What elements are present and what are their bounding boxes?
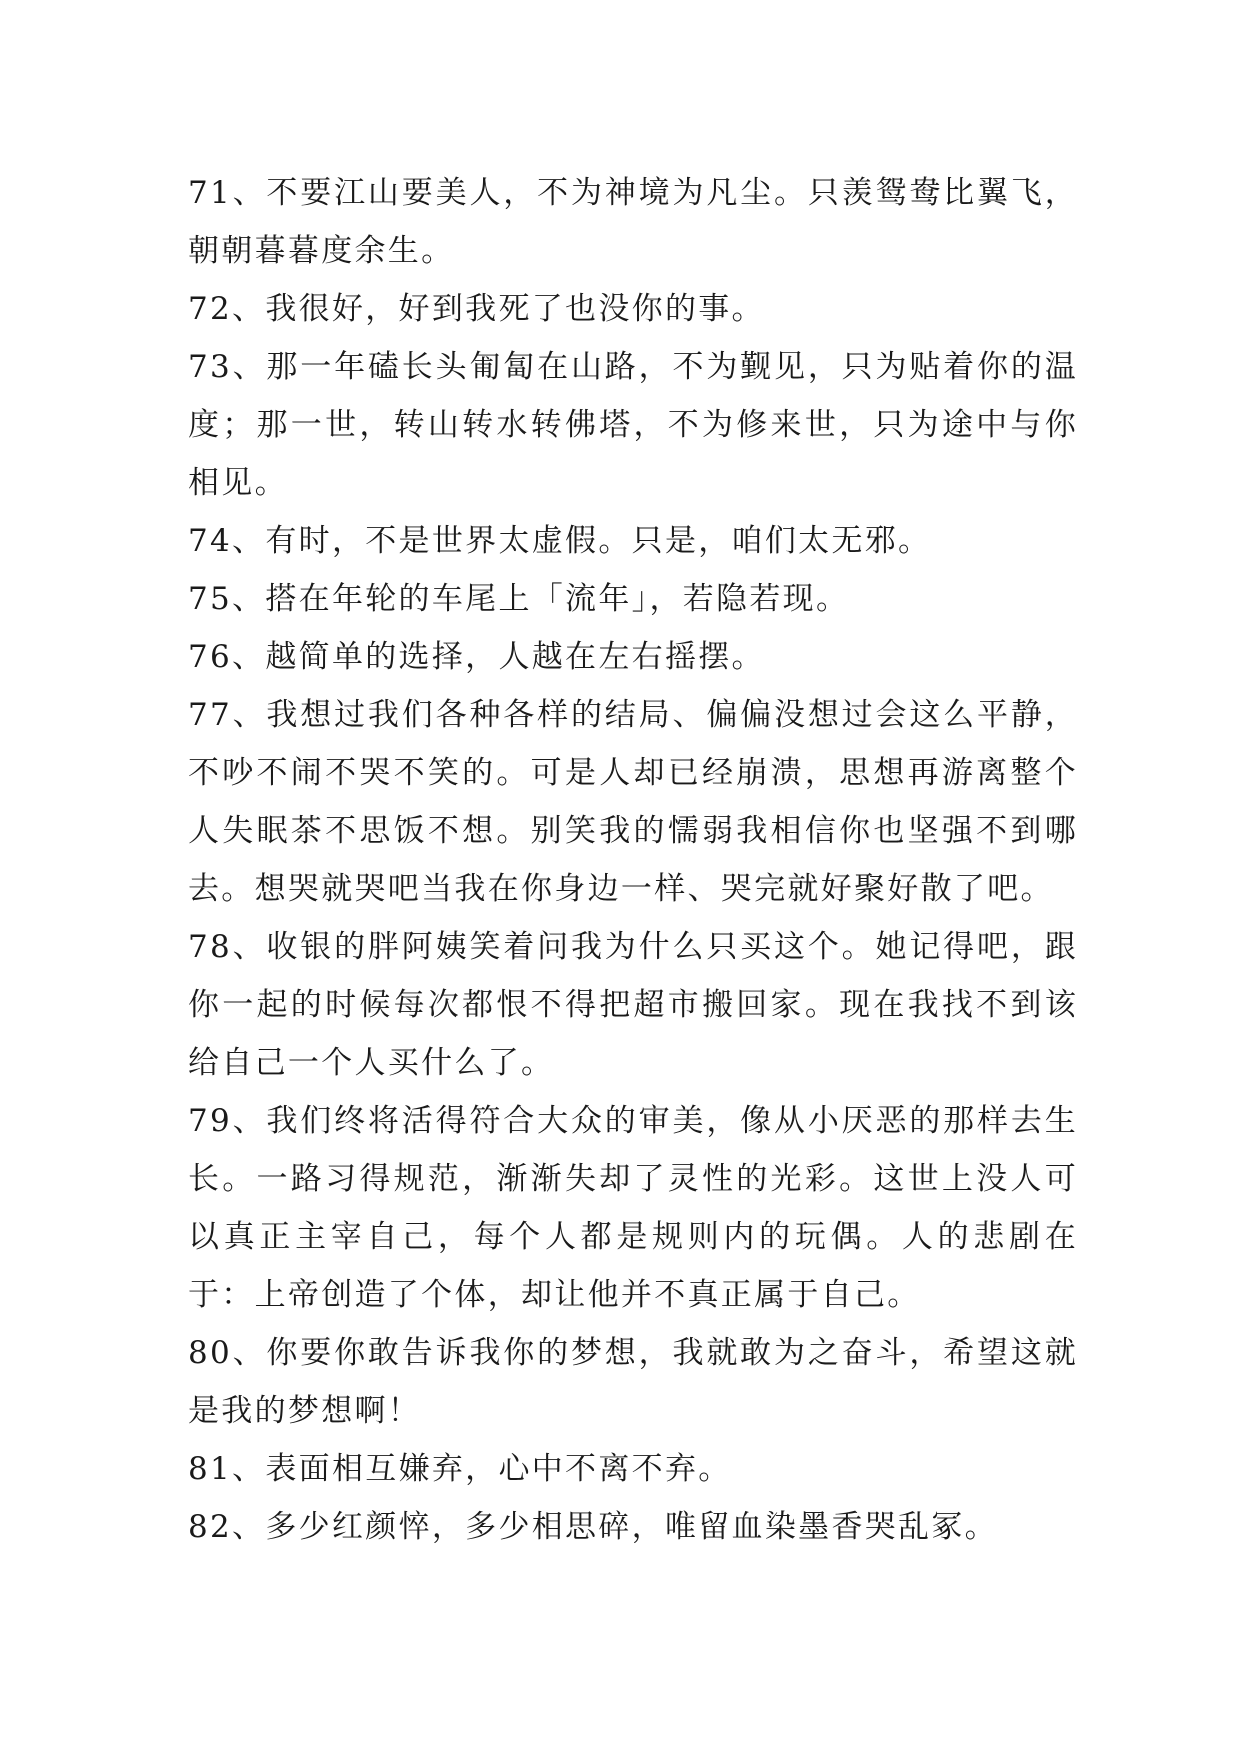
paragraph-81: 81、表面相互嫌弃，心中不离不弃。 (188, 1451, 732, 1487)
paragraph-78: 78、收银的胖阿姨笑着问我为什么只买这个。她记得吧，跟你一起的时候每次都恨不得把超市搬回家。现在我找不到该给自己一个人买什么了。 (188, 929, 1078, 1081)
paragraph-80: 80、你要你敢告诉我你的梦想，我就敢为之奋斗，希望这就是我的梦想啊！ (188, 1335, 1078, 1429)
paragraph-72: 72、我很好，好到我死了也没你的事。 (188, 291, 765, 327)
paragraph-75: 75、搭在年轮的车尾上「流年」，若隐若现。 (188, 581, 850, 617)
paragraph-76: 76、越简单的选择，人越在左右摇摆。 (188, 639, 765, 675)
paragraph-71: 71、不要江山要美人，不为神境为凡尘。只羡鸳鸯比翼飞，朝朝暮暮度余生。 (188, 175, 1078, 269)
document-body (188, 164, 1078, 1556)
paragraph-82: 82、多少红颜悴，多少相思碎，唯留血染墨香哭乱冢。 (188, 1509, 998, 1545)
paragraph-73: 73、那一年磕长头匍匐在山路，不为觐见，只为贴着你的温度；那一世，转山转水转佛塔，不为修来世，只为途中与你相见。 (188, 349, 1078, 501)
paragraph-79: 79、我们终将活得符合大众的审美，像从小厌恶的那样去生长。一路习得规范，渐渐失却了灵性的光彩。这世上没人可以真正主宰自己，每个人都是规则内的玩偶。人的悲剧在于：上帝创造了个体，却让他并不真正属于自己。 (188, 1103, 1078, 1313)
paragraph-77: 77、我想过我们各种各样的结局、偏偏没想过会这么平静，不吵不闹不哭不笑的。可是人却已经崩溃，思想再游离整个人失眠茶不思饭不想。别笑我的懦弱我相信你也坚强不到哪去。想哭就哭吧当我在你身边一样、哭完就好聚好散了吧。 (188, 697, 1078, 907)
paragraph-74: 74、有时，不是世界太虚假。只是，咱们太无邪。 (188, 523, 932, 559)
